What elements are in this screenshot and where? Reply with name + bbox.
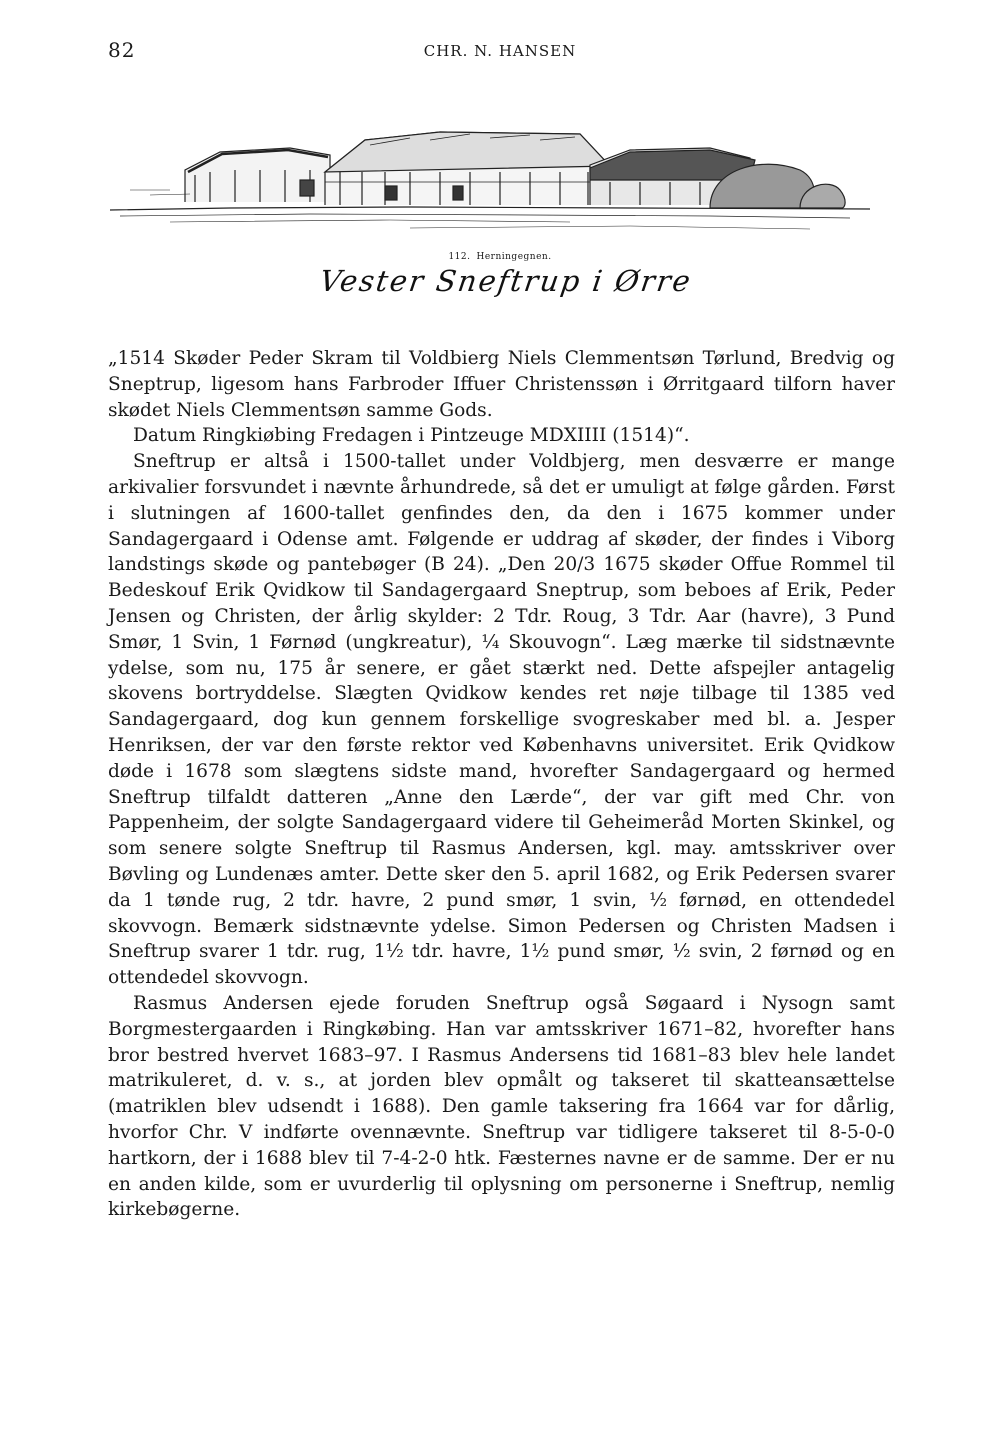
figure-caption-text: Herningegnen. (476, 252, 552, 262)
body-text (108, 346, 895, 1223)
paragraph-1: „1514 Skøder Peder Skram til Voldbierg Niels Clemmentsøn Tørlund, Bredvig og Sneptrup, ligesom hans Farbroder Iffuer Christenssøn i Ørritgaard tilforn haver skødet Niels Clemmentsøn samme Gods. (108, 348, 895, 421)
handwritten-annotation: Vester Sneftrup i Ørre (317, 264, 695, 298)
figure-number: 112. (448, 252, 471, 262)
running-head: CHR. N. HANSEN (423, 42, 577, 60)
page-number: 82 (108, 38, 136, 62)
paragraph-2: Datum Ringkiøbing Fredagen i Pintzeuge MDXIIII (1514)“. (133, 425, 690, 447)
farmstead-illustration (110, 110, 900, 260)
figure-caption (0, 252, 1000, 262)
paragraph-4: Rasmus Andersen ejede foruden Sneftrup også Søgaard i Nysogn samt Borgmestergaarden i Ringkøbing. Han var amtsskriver 1671–82, hvorefter hans bror bestred hvervet 1683–97. I Rasmus Andersens tid 1681–83 blev hele landet matrikuleret, d. v. s., at jorden blev opmålt og takseret til skatteansættelse (matriklen blev udsendt i 1688). Den gamle taksering fra 1664 var for dårlig, hvorfor Chr. V indførte ovennævnte. Sneftrup var tidligere takseret til 8-5-0-0 hartkorn, der i 1688 blev til 7-4-2-0 htk. Fæsternes navne er de samme. Der er nu en anden kilde, som er uvurderlig til oplysning om personerne i Sneftrup, nemlig kirkebøgerne. (108, 992, 895, 1221)
paragraph-3: Sneftrup er altså i 1500-tallet under Voldbjerg, men desværre er mange arkivalier forsvundet i nævnte århundrede, så det er umuligt at følge gården. Først i slutningen af 1600-tallet genfindes den, da den i 1675 kommer under Sandagergaard i Odense amt. Følgende er uddrag af skøder, der findes i Viborg landstings skøde og pantebøger (B 24). „Den 20/3 1675 skøder Offue Rommel til Bedeskouf Erik Qvidkow til Sandagergaard Sneptrup, som beboes af Erik, Peder Jensen og Christen, der årlig skylder: 2 Tdr. Roug, 3 Tdr. Aar (havre), 3 Pund Smør, 1 Svin, 1 Førnød (ungkreatur), ¼ Skouvogn“. Læg mærke til sidstnævnte ydelse, som nu, 175 år senere, er gået stærkt ned. Dette afspejler antagelig skovens bortryddelse. Slægten Qvidkow kendes ret nøje tilbage til 1385 ved Sandagergaard, dog kun gennem forskellige svogreskaber med bl. a. Jesper Henriksen, der var den første rektor ved Københavns universitet. Erik Qvidkow døde i 1678 som slægtens sidste mand, hvorefter Sandagergaard og hermed Sneftrup tilfaldt datteren „Anne den Lærde“, der var gift med Chr. von Pappenheim, der solgte Sandagergaard videre til Geheimeråd Morten Skinkel, og som senere solgte Sneftrup til Rasmus Andersen, kgl. may. amtsskriver over Bøvling og Lundenæs amter. Dette sker den 5. april 1682, og Erik Pedersen svarer da 1 tønde rug, 2 tdr. havre, 2 pund smør, 1 svin, ½ førnød, en ottendedel skovvogn. Bemærk sidstnævnte ydelse. Simon Pedersen og Christen Madsen i Sneftrup svarer 1 tdr. rug, 1½ tdr. havre, 1½ pund smør, ½ svin, 2 førnød og en ottendedel skovvogn. (108, 451, 895, 989)
